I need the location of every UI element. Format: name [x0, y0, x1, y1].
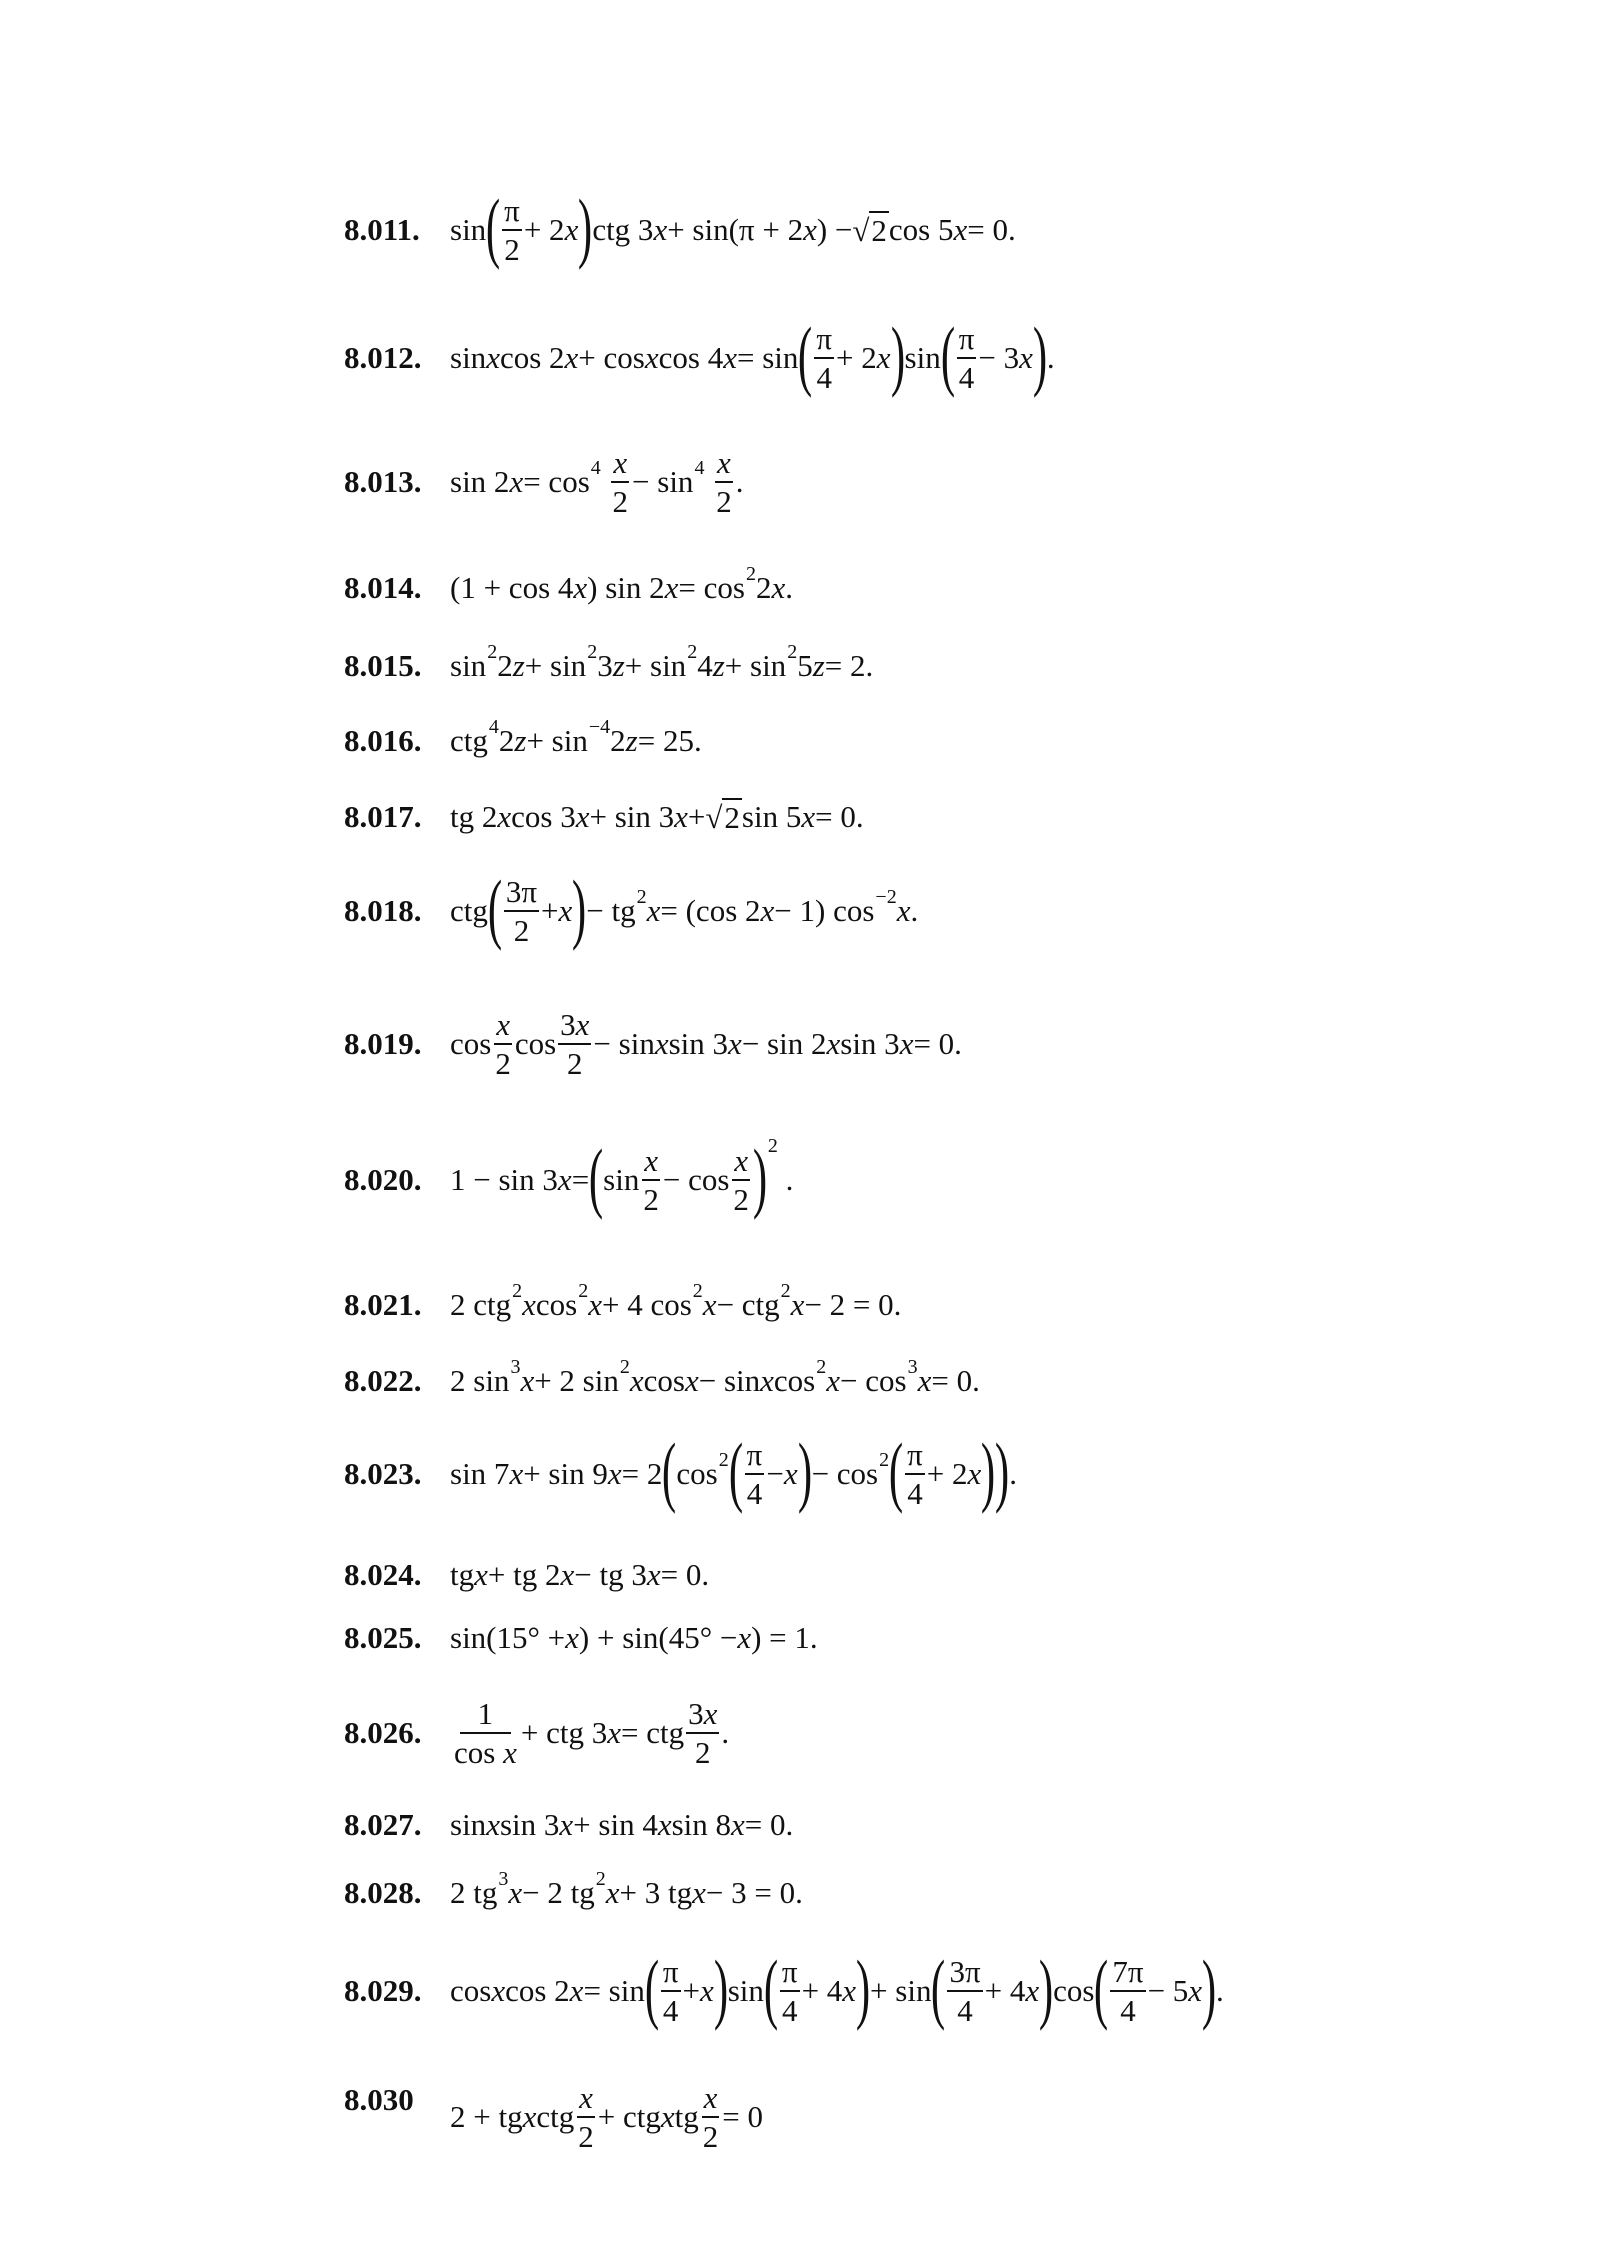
- problem-number: 8.022.: [344, 1363, 422, 1398]
- equation: 2 + tg x ctg $\frac{x}{2}$ + ctg x tg $\frac{x}{2}$ = 0: [450, 2080, 763, 2154]
- problem-number: 8.011.: [344, 212, 420, 247]
- problem-number: 8.016.: [344, 723, 422, 758]
- problem-8-030: [344, 2080, 763, 2154]
- equation: 1 − sin 3 x = ( sin $\frac{x}{2}$ − cos $\frac{x}{2}$ ) 2 .: [450, 1133, 794, 1220]
- problem-8-012: [344, 311, 1055, 398]
- problem-number: 8.027.: [344, 1807, 422, 1842]
- problem-8-019: [344, 1004, 962, 1084]
- equation: tg 2 x cos 3 x + sin 3 x + √ 2 sin 5 x = 0.: [450, 799, 864, 835]
- equation: 2 ctg 2 x cos 2 x + 4 cos 2 x − ctg 2 x − 2 = 0.: [450, 1279, 902, 1322]
- problem-number: 8.021.: [344, 1287, 422, 1322]
- problem-8-021: [344, 1265, 901, 1345]
- equation: 2 tg 3 x − 2 tg 2 x + 3 tg x − 3 = 0.: [450, 1867, 803, 1910]
- equation: sin 7 x + sin 9 x = 2 ( cos 2 ( $\frac{\pi}{4}$ − x ) − cos 2 ( $\frac{\pi}{4}$ + 2 x ) ) .: [450, 1427, 1017, 1514]
- problem-number: 8.024.: [344, 1557, 422, 1592]
- problem-number: 8.028.: [344, 1875, 422, 1910]
- problem-number: 8.029.: [344, 1973, 422, 2008]
- equation: ctg ( $\frac{3\pi}{2}$ + x ) − tg 2 x = (cos 2 x − 1) cos −2 x .: [450, 864, 919, 951]
- equation: $\frac{1}{\text{cos x}}$ + ctg 3 x = ctg $\frac{3x}{2}$ .: [454, 1696, 730, 1770]
- problem-8-023: [344, 1427, 1017, 1514]
- problem-number: 8.030: [344, 2082, 414, 2117]
- problem-number: 8.023.: [344, 1456, 422, 1491]
- problem-number: 8.012.: [344, 340, 422, 375]
- equation: sin x cos 2 x + cos x cos 4 x = sin ( $\frac{\pi}{4}$ + 2 x ) sin ( $\frac{\pi}{4}$ − 3 x ) .: [450, 311, 1055, 398]
- problem-8-011: [344, 183, 1016, 270]
- problem-number: 8.014.: [344, 570, 422, 605]
- problem-number: 8.025.: [344, 1620, 422, 1655]
- equation: sin(15° + x ) + sin(45° − x ) = 1.: [450, 1620, 818, 1655]
- problem-8-018: [344, 864, 919, 951]
- problem-number: 8.017.: [344, 799, 422, 834]
- equation: cos x cos 2 x = sin ( $\frac{\pi}{4}$ + x ) sin ( $\frac{\pi}{4}$ + 4 x ) + sin ( $\frac{3\pi}{4}$ + 4 x ) cos ( $\frac{7\pi}{4}$ − 5 x ) .: [450, 1944, 1224, 2031]
- problem-number: 8.013.: [344, 464, 422, 499]
- equation: ctg 4 2 z + sin −4 2 z = 25.: [450, 715, 702, 758]
- problem-8-017: [344, 777, 864, 857]
- problem-number: 8.018.: [344, 893, 422, 928]
- problem-8-028: [344, 1853, 803, 1933]
- equation: sin 2 2 z + sin 2 3 z + sin 2 4 z + sin 2 5 z = 2.: [450, 640, 874, 683]
- equation: tg x + tg 2 x − tg 3 x = 0.: [450, 1557, 710, 1592]
- problem-8-014: [344, 548, 793, 628]
- problem-8-029: [344, 1944, 1224, 2031]
- problem-number: 8.015.: [344, 648, 422, 683]
- problem-8-013: [344, 442, 743, 522]
- problem-number: 8.020.: [344, 1162, 422, 1197]
- equation: 2 sin 3 x + 2 sin 2 x cos x − sin x cos 2 x − cos 3 x = 0.: [450, 1355, 980, 1398]
- equation: sin 2 x = cos 4 $\frac{x}{2}$ − sin 4 $\frac{x}{2}$ .: [450, 445, 744, 519]
- equation: sin ( $\frac{\pi}{2}$ + 2 x ) ctg 3 x + sin(π + 2 x ) − √ 2 cos 5 x = 0.: [450, 183, 1016, 270]
- problem-8-016: [344, 701, 702, 781]
- equation: (1 + cos 4 x ) sin 2 x = cos 2 2 x .: [450, 562, 793, 605]
- problem-8-025: [344, 1598, 818, 1678]
- problem-8-026: [344, 1693, 729, 1773]
- problem-number: 8.026.: [344, 1715, 422, 1750]
- problem-8-020: [344, 1133, 794, 1220]
- equation: sin x sin 3 x + sin 4 x sin 8 x = 0.: [450, 1807, 794, 1842]
- problem-number: 8.019.: [344, 1026, 422, 1061]
- problem-8-022: [344, 1341, 980, 1421]
- equation: cos $\frac{x}{2}$ cos $\frac{3x}{2}$ − sin x sin 3 x − sin 2 x sin 3 x = 0.: [450, 1007, 962, 1081]
- problem-8-015: [344, 626, 873, 706]
